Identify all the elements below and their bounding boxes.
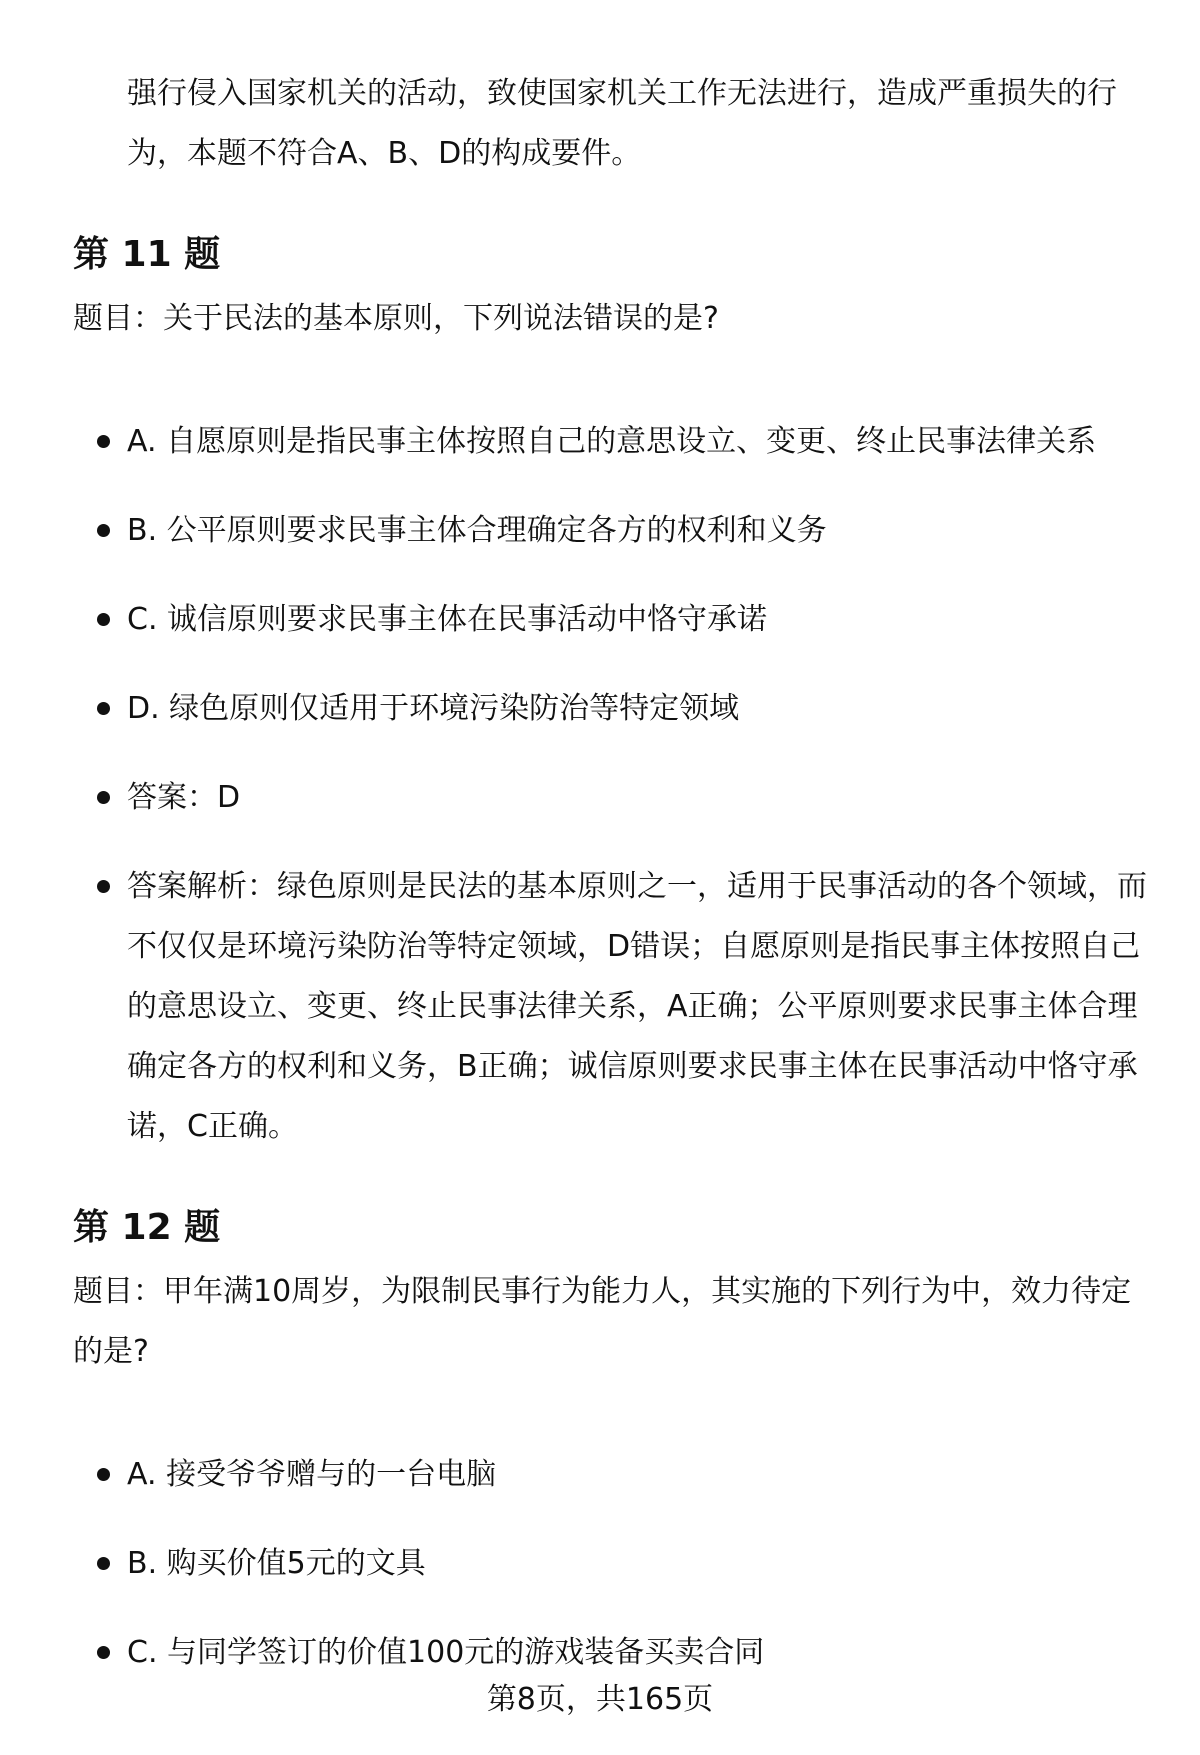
question-11-stem: 题目：关于民法的基本原则，下列说法错误的是?: [73, 301, 719, 336]
question-11-explanation: 答案解析：绿色原则是民法的基本原则之一，适用于民事活动的各个领域，而不仅仅是环境污染防治等特定领域，D错误；自愿原则是指民事主体按照自己的意思设立、变更、终止民事法律关系，A正确；公平原则要求民事主体合理确定各方的权利和义务，B正确；诚信原则要求民事主体在民事活动中恪守承诺，C正确。: [127, 869, 1147, 1144]
bullet-dot: [97, 791, 110, 804]
question-12-option-a: A. 接受爷爷赠与的一台电脑: [127, 1457, 497, 1492]
bullet-dot: [97, 1646, 110, 1659]
question-11-option-c: C. 诚信原则要求民事主体在民事活动中恪守承诺: [127, 602, 768, 637]
bullet-dot: [97, 613, 110, 626]
question-12-stem: 题目：甲年满10周岁，为限制民事行为能力人，其实施的下列行为中，效力待定的是?: [73, 1274, 1132, 1369]
question-11-heading: 第 11 题: [73, 234, 221, 275]
bullet-dot: [97, 435, 110, 448]
question-12-heading: 第 12 题: [73, 1207, 221, 1248]
bullet-dot: [97, 1468, 110, 1481]
bullet-dot: [97, 702, 110, 715]
question-11-option-d: D. 绿色原则仅适用于环境污染防治等特定领域: [127, 691, 740, 726]
page-footer: 第8页，共165页: [486, 1682, 714, 1717]
question-11-answer: 答案：D: [127, 780, 241, 815]
question-12-option-c: C. 与同学签订的价值100元的游戏装备买卖合同: [127, 1635, 765, 1670]
question-11-option-a: A. 自愿原则是指民事主体按照自己的意思设立、变更、终止民事法律关系: [127, 424, 1097, 459]
question-12-option-b: B. 购买价值5元的文具: [127, 1546, 426, 1581]
bullet-dot: [97, 524, 110, 537]
continuation-paragraph: 强行侵入国家机关的活动，致使国家机关工作无法进行，造成严重损失的行为，本题不符合A、B、D的构成要件。: [127, 76, 1117, 171]
bullet-dot: [97, 880, 110, 893]
question-11-option-b: B. 公平原则要求民事主体合理确定各方的权利和义务: [127, 513, 827, 548]
bullet-dot: [97, 1557, 110, 1570]
